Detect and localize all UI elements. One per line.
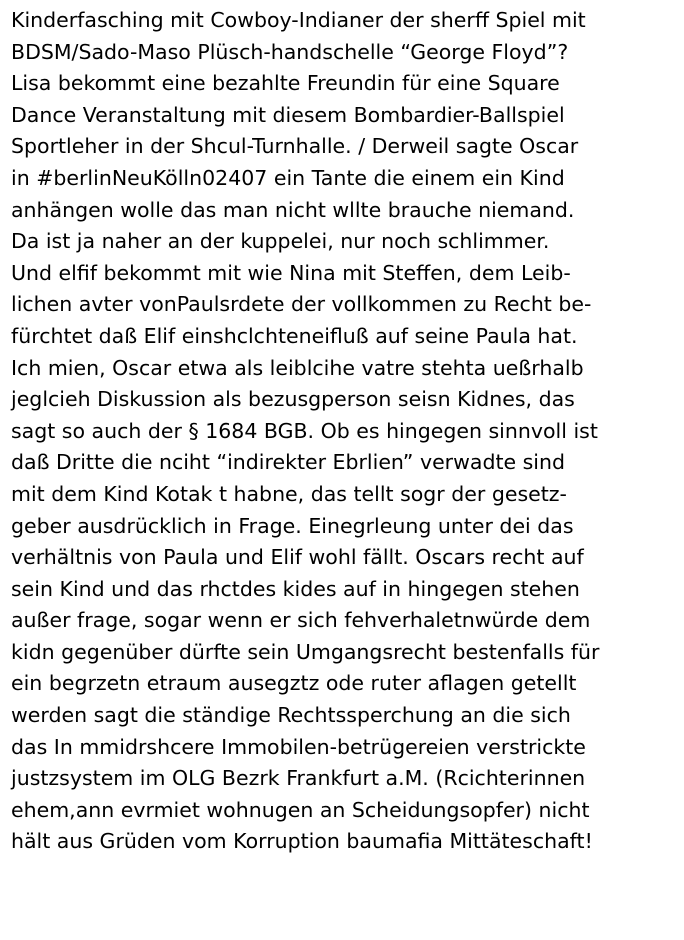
text-line: Ich mien, Oscar etwa als leiblcihe vatre stehta ueßrhalb (11, 355, 584, 380)
text-line: Und elfif bekommt mit wie Nina mit Steffen, dem Leib- (11, 260, 571, 285)
text-line: jeglcieh Diskussion als bezusgperson seisn Kidnes, das (11, 387, 575, 412)
text-line: Da ist ja naher an der kuppelei, nur noch schlimmer. (11, 229, 550, 254)
text-line: außer frage, sogar wenn er sich fehverhaletnwürde dem (11, 608, 591, 633)
text-line: das In mmidrshcere Immobilen-betrügereien verstrickte (11, 734, 586, 759)
text-line: werden sagt die ständige Rechtssperchung an die sich (11, 703, 571, 728)
text-line: sagt so auch der § 1684 BGB. Ob es hingegen sinnvoll ist (11, 418, 598, 443)
text-line: daß Dritte die nciht “indirekter Ebrlien” verwadte sind (11, 450, 566, 475)
text-line: fürchtet daß Elif einshclchteneifluß auf seine Paula hat. (11, 323, 578, 348)
text-line: lichen avter vonPaulsrdete der vollkommen zu Recht be- (11, 292, 592, 317)
text-line: BDSM/Sado-Maso Plüsch-handschelle “George Floyd”? (11, 39, 569, 64)
text-line: anhängen wolle das man nicht wllte brauche niemand. (11, 197, 575, 222)
text-line: geber ausdrücklich in Frage. Einegrleung unter dei das (11, 513, 574, 538)
body-text (11, 5, 681, 858)
text-line: hält aus Grüden vom Korruption baumafia Mittäteschaft! (11, 829, 593, 854)
text-line: Sportleher in der Shcul-Turnhalle. / Derweil sagte Oscar (11, 134, 579, 159)
text-line: ein begrzetn etraum ausegztz ode ruter aflagen getellt (11, 671, 577, 696)
text-line: verhältnis von Paula und Elif wohl fällt. Oscars recht auf (11, 545, 584, 570)
text-line: mit dem Kind Kotak t habne, das tellt sogr der gesetz- (11, 481, 567, 506)
text-line: Lisa bekommt eine bezahlte Freundin für eine Square (11, 71, 560, 96)
text-line: in #berlinNeuKölln02407 ein Tante die einem ein Kind (11, 165, 565, 190)
text-line: justzsystem im OLG Bezrk Frankfurt a.M. (Rcichterinnen (11, 766, 586, 791)
text-line: sein Kind und das rhctdes kides auf in hingegen stehen (11, 576, 580, 601)
text-line: kidn gegenüber dürfte sein Umgangsrecht bestenfalls für (11, 639, 600, 664)
text-line: Kinderfasching mit Cowboy-Indianer der sherff Spiel mit (11, 8, 586, 32)
text-line: Dance Veranstaltung mit diesem Bombardier-Ballspiel (11, 102, 565, 127)
text-line: ehem,ann evrmiet wohnugen an Scheidungsopfer) nicht (11, 797, 590, 822)
